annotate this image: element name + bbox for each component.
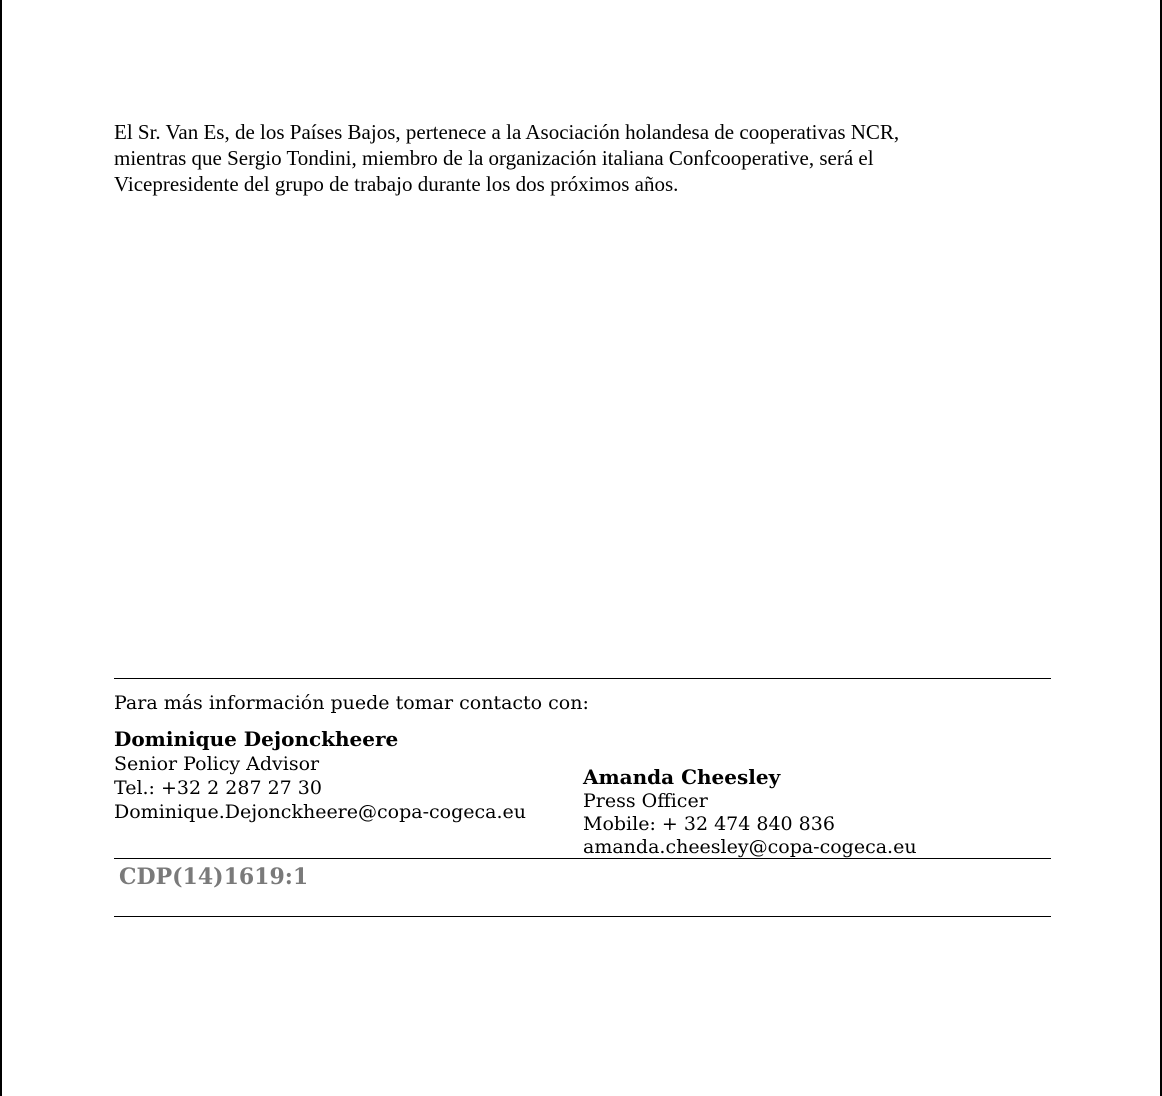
contact-phone: Mobile: + 32 474 840 836 [583, 813, 835, 835]
contact-role: Senior Policy Advisor [114, 753, 320, 775]
contact-name: Dominique Dejonckheere [114, 727, 399, 751]
contact-cheesley [583, 765, 917, 859]
footer-divider [114, 916, 1051, 917]
contact-role: Press Officer [583, 790, 708, 812]
contact-dejonckheere [114, 727, 526, 824]
contacts-bottom-divider [114, 858, 1051, 859]
contact-phone: Tel.: +32 2 287 27 30 [114, 777, 322, 799]
contact-name: Amanda Cheesley [583, 765, 781, 789]
contact-intro: Para más información puede tomar contacto con: [114, 692, 589, 714]
document-reference: CDP(14)1619:1 [119, 864, 309, 890]
contacts-top-divider [114, 678, 1051, 679]
contact-email[interactable]: Dominique.Dejonckheere@copa-cogeca.eu [114, 801, 526, 823]
body-paragraph: El Sr. Van Es, de los Países Bajos, pertenece a la Asociación holandesa de cooperativas NCR, mientras que Sergio Tondini, miembro de la organización italiana Confcooperative, será el Vicepresidente del grupo de trabajo durante los dos próximos años. [114, 120, 900, 196]
contact-email[interactable]: amanda.cheesley@copa-cogeca.eu [583, 836, 917, 858]
